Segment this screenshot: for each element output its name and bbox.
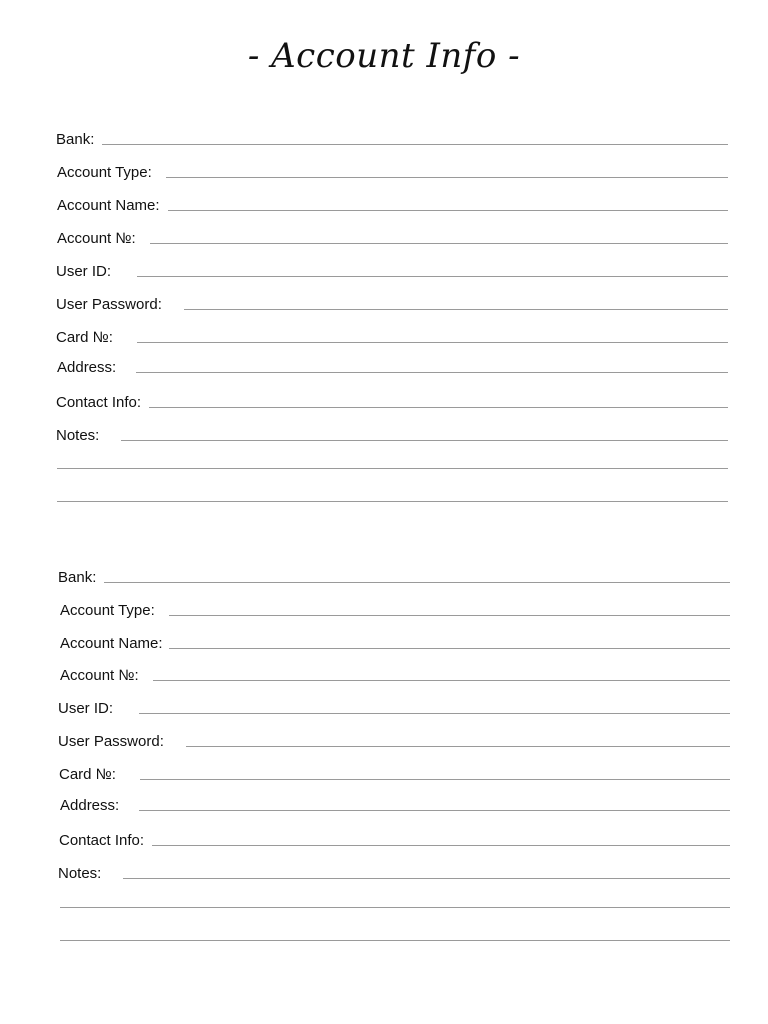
write-line[interactable] xyxy=(169,648,730,649)
field-address[interactable] xyxy=(60,793,730,813)
field-label: User ID: xyxy=(58,700,114,717)
field-label: Contact Info: xyxy=(59,832,145,849)
field-contact-info[interactable] xyxy=(59,828,730,848)
field-account-number[interactable] xyxy=(57,226,728,246)
field-label: Contact Info: xyxy=(56,394,142,411)
field-label: Bank: xyxy=(56,131,95,148)
write-line[interactable] xyxy=(152,845,730,846)
write-line[interactable] xyxy=(139,713,730,714)
write-line[interactable] xyxy=(150,243,728,244)
field-address[interactable] xyxy=(57,355,728,375)
field-label: Card №: xyxy=(56,329,113,346)
write-line[interactable] xyxy=(121,440,728,441)
write-line[interactable] xyxy=(104,582,730,583)
write-line[interactable] xyxy=(166,177,728,178)
notes-extra-line[interactable] xyxy=(60,940,730,941)
field-label: Account Name: xyxy=(57,197,160,214)
write-line[interactable] xyxy=(123,878,730,879)
field-label: Account Type: xyxy=(57,164,152,181)
write-line[interactable] xyxy=(149,407,728,408)
field-user-password[interactable] xyxy=(56,292,728,312)
write-line[interactable] xyxy=(168,210,728,211)
write-line[interactable] xyxy=(184,309,728,310)
field-account-type[interactable] xyxy=(60,598,730,618)
field-label: Account Type: xyxy=(60,602,155,619)
field-bank[interactable] xyxy=(56,127,728,147)
notes-extra-line[interactable] xyxy=(57,501,728,502)
field-label: Account №: xyxy=(57,230,136,247)
field-account-number[interactable] xyxy=(60,663,730,683)
write-line[interactable] xyxy=(139,810,730,811)
field-card-number[interactable] xyxy=(59,762,730,782)
field-label: Bank: xyxy=(58,569,97,586)
field-contact-info[interactable] xyxy=(56,390,728,410)
field-card-number[interactable] xyxy=(56,325,728,345)
field-label: Card №: xyxy=(59,766,116,783)
write-line[interactable] xyxy=(140,779,730,780)
field-label: User Password: xyxy=(56,296,162,313)
write-line[interactable] xyxy=(137,276,728,277)
field-notes[interactable] xyxy=(56,423,728,443)
field-account-name[interactable] xyxy=(60,631,730,651)
write-line[interactable] xyxy=(153,680,730,681)
field-label: Account Name: xyxy=(60,635,163,652)
field-user-id[interactable] xyxy=(58,696,730,716)
field-label: Address: xyxy=(57,359,117,376)
field-label: Account №: xyxy=(60,667,139,684)
field-label: Address: xyxy=(60,797,120,814)
field-account-type[interactable] xyxy=(57,160,728,180)
field-user-password[interactable] xyxy=(58,729,730,749)
write-line[interactable] xyxy=(169,615,730,616)
write-line[interactable] xyxy=(186,746,730,747)
field-notes[interactable] xyxy=(58,861,730,881)
write-line[interactable] xyxy=(137,342,728,343)
write-line[interactable] xyxy=(136,372,728,373)
field-label: Notes: xyxy=(56,427,100,444)
notes-extra-line[interactable] xyxy=(57,468,728,469)
page-title: - Account Info - xyxy=(247,36,521,76)
field-label: User ID: xyxy=(56,263,112,280)
field-label: User Password: xyxy=(58,733,164,750)
field-account-name[interactable] xyxy=(57,193,728,213)
write-line[interactable] xyxy=(102,144,728,145)
field-label: Notes: xyxy=(58,865,102,882)
field-bank[interactable] xyxy=(58,565,730,585)
field-user-id[interactable] xyxy=(56,259,728,279)
notes-extra-line[interactable] xyxy=(60,907,730,908)
